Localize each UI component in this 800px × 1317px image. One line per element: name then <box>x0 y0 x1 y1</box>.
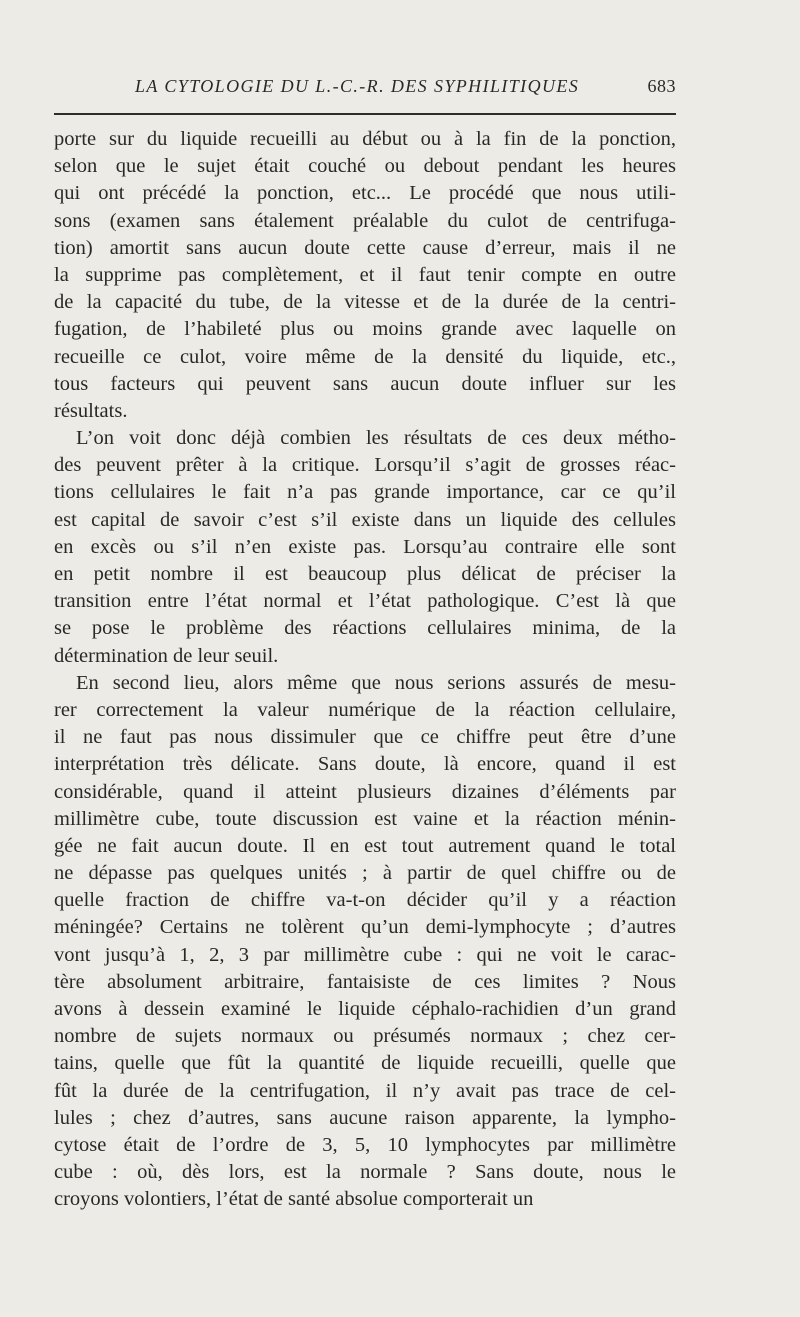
text-line: considérable, quand il atteint plusieurs dizaines d’éléments par <box>54 780 676 803</box>
text-line: tains, quelle que fût la quantité de liquide recueilli, quelle que <box>54 1052 676 1075</box>
text-line: rer correctement la valeur numérique de la réaction cellulaire, <box>54 698 676 721</box>
running-head <box>54 76 676 104</box>
text-line: sons (examen sans étalement préalable du culot de centrifuga- <box>54 209 676 232</box>
paragraph <box>54 126 676 425</box>
text-line: vont jusqu’à 1, 2, 3 par millimètre cube : qui ne voit le carac- <box>54 943 676 966</box>
text-line: avons à dessein examiné le liquide céphalo-rachidien d’un grand <box>54 998 676 1020</box>
text-line: détermination de leur seuil. <box>54 644 279 667</box>
page-number: 683 <box>647 76 676 96</box>
text-line: des peuvent prêter à la critique. Lorsqu’il s’agit de grosses réac- <box>54 454 676 477</box>
text-line: quelle fraction de chiffre va-t-on décider qu’il y a réaction <box>54 889 676 912</box>
text-line: ne dépasse pas quelques unités ; à partir de quel chiffre ou de <box>54 862 676 885</box>
text-line: méningée? Certains ne tolèrent qu’un demi-lymphocyte ; d’autres <box>54 916 676 939</box>
text-line: cytose était de l’ordre de 3, 5, 10 lymphocytes par millimètre <box>54 1133 676 1156</box>
paragraph <box>54 425 676 670</box>
text-line: est capital de savoir c’est s’il existe dans un liquide des cellules <box>54 508 676 531</box>
text-line: porte sur du liquide recueilli au début ou à la fin de la ponction, <box>54 128 676 150</box>
text-line: selon que le sujet était couché ou debout pendant les heures <box>54 155 676 178</box>
text-line: il ne faut pas nous dissimuler que ce chiffre peut être d’une <box>54 726 676 749</box>
text-line: lules ; chez d’autres, sans aucune raison apparente, la lympho- <box>54 1106 676 1129</box>
text-line: en petit nombre il est beaucoup plus délicat de préciser la <box>54 563 676 585</box>
text-line: tion) amortit sans aucun doute cette cause d’erreur, mais il ne <box>54 236 676 259</box>
text-line: En second lieu, alors même que nous serions assurés de mesu- <box>76 671 676 694</box>
running-title: LA CYTOLOGIE DU L.-C.-R. DES SYPHILITIQUES <box>135 76 580 96</box>
text-line: millimètre cube, toute discussion est vaine et la réaction ménin- <box>54 807 676 830</box>
text-line: se pose le problème des réactions cellulaires minima, de la <box>54 617 676 640</box>
text-line: tère absolument arbitraire, fantaisiste de ces limites ? Nous <box>54 970 676 993</box>
body-text <box>54 126 676 1214</box>
text-line: de la capacité du tube, de la vitesse et de la durée de la centri- <box>54 291 676 314</box>
text-line: fût la durée de la centrifugation, il n’y avait pas trace de cel- <box>54 1079 676 1102</box>
text-line: résultats. <box>54 399 128 422</box>
text-line: cube : où, dès lors, est la normale ? Sans doute, nous le <box>54 1161 676 1184</box>
text-line: tous facteurs qui peuvent sans aucun doute influer sur les <box>54 372 676 395</box>
text-line: qui ont précédé la ponction, etc... Le procédé que nous utili- <box>54 182 676 205</box>
text-line: recueille ce culot, voire même de la densité du liquide, etc., <box>54 345 676 368</box>
paragraph <box>54 670 676 1214</box>
text-line: la supprime pas complètement, et il faut tenir compte en outre <box>54 263 676 286</box>
text-line: gée ne fait aucun doute. Il en est tout autrement quand le total <box>54 834 676 857</box>
text-line: en excès ou s’il n’en existe pas. Lorsqu’au contraire elle sont <box>54 535 676 558</box>
text-line: croyons volontiers, l’état de santé absolue comporterait un <box>54 1188 534 1211</box>
header-rule <box>54 113 676 115</box>
text-line: tions cellulaires le fait n’a pas grande importance, car ce qu’il <box>54 481 676 504</box>
text-line: L’on voit donc déjà combien les résultats de ces deux métho- <box>76 427 676 450</box>
text-line: interprétation très délicate. Sans doute, là encore, quand il est <box>54 753 676 776</box>
text-line: fugation, de l’habileté plus ou moins grande avec laquelle on <box>54 318 676 341</box>
text-line: nombre de sujets normaux ou présumés normaux ; chez cer- <box>54 1025 676 1048</box>
text-line: transition entre l’état normal et l’état pathologique. C’est là que <box>54 590 676 613</box>
